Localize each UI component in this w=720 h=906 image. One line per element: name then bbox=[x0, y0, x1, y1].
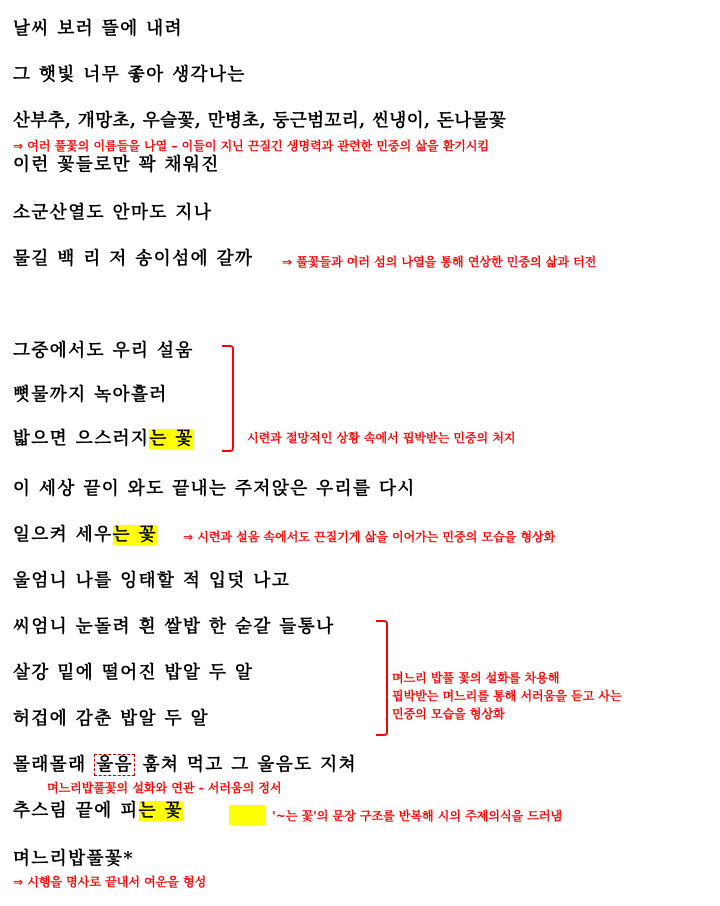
poem-line-18: 며느리밥풀꽃* bbox=[13, 849, 135, 869]
poem-line-1: 날씨 보러 뜰에 내려 bbox=[13, 19, 184, 39]
highlight-flower: 는 꽃 bbox=[112, 525, 158, 545]
poem-line-7: 그중에서도 우리 설움 bbox=[13, 341, 194, 361]
poem-line-13: 씨엄니 눈돌려 흰 쌀밥 한 숟갈 들통나 bbox=[13, 617, 335, 637]
poem-line-16-text-b: 훔쳐 먹고 그 울음도 지쳐 bbox=[135, 755, 358, 775]
poem-line-15: 허겁에 감춘 밥알 두 알 bbox=[13, 709, 210, 729]
annotation-sorrow: 며느리밥풀꽃의 설화와 연관 - 서러움의 정서 bbox=[47, 781, 282, 795]
annotation-repetition: '~는 꽃'의 문장 구조를 반복해 시의 주제의식을 드러냄 bbox=[272, 809, 563, 823]
poem-line-9 bbox=[13, 428, 194, 450]
poem-line-10: 이 세상 끝이 와도 끝내는 주저앉은 우리를 다시 bbox=[13, 479, 416, 499]
poem-line-14: 살강 밑에 떨어진 밥알 두 알 bbox=[13, 663, 254, 683]
poem-line-9-text: 밟으면 으스러지 bbox=[13, 429, 150, 449]
annotation-legend-3: 민중의 모습을 형상화 bbox=[392, 707, 505, 721]
poem-line-2: 그 햇빛 너무 좋아 생각나는 bbox=[13, 65, 246, 85]
annotation-resilience: ⇒ 시련과 설움 속에서도 끈질기게 삶을 이어가는 민중의 모습을 형상화 bbox=[183, 530, 556, 544]
poem-line-6: 물길 백 리 저 송이섬에 갈까 bbox=[13, 249, 254, 269]
annotation-legend-1: 며느리 밥풀 꽃의 설화를 차용해 bbox=[392, 671, 560, 685]
highlight-swatch bbox=[229, 805, 265, 825]
bracket-suffering bbox=[222, 345, 234, 452]
poem-line-17 bbox=[13, 800, 183, 822]
annotation-islands: ⇒ 풀꽃들과 여러 섬의 나열을 통해 연상한 민중의 삶과 터전 bbox=[282, 255, 597, 269]
poem-line-16-text-a: 몰래몰래 bbox=[13, 755, 95, 775]
highlight-flower: 는 꽃 bbox=[138, 801, 184, 821]
poem-line-17-text: 추스림 끝에 피 bbox=[13, 801, 139, 821]
poem-line-5: 소군산열도 안마도 지나 bbox=[13, 203, 213, 223]
annotation-legend-2: 핍박받는 며느리를 통해 서러움을 듣고 사는 bbox=[392, 689, 622, 703]
poem-line-8: 뼛물까지 녹아흘러 bbox=[13, 385, 168, 405]
poem-line-4: 이런 꽃들로만 꽉 채워진 bbox=[13, 155, 220, 175]
poem-line-11 bbox=[13, 524, 157, 546]
annotation-oppressed: 시련과 절망적인 상황 속에서 핍박받는 민중의 처지 bbox=[247, 431, 516, 445]
poem-line-3: 산부추, 개망초, 우슬꽃, 만병초, 둥근범꼬리, 씬냉이, 돈나물꽃 bbox=[13, 111, 507, 131]
bracket-legend bbox=[376, 620, 388, 736]
boxed-word-crying: 울음 bbox=[96, 755, 134, 775]
poem-line-12: 울엄니 나를 잉태할 적 입덧 나고 bbox=[13, 571, 291, 591]
poem-line-16 bbox=[13, 754, 357, 776]
poem-line-11-text: 일으켜 세우 bbox=[13, 525, 113, 545]
annotation-flower-list: ⇒ 여러 풀꽃의 이름들을 나열 – 이들이 지닌 끈질긴 생명력과 관련한 민중의 삶을 환기시킴 bbox=[13, 139, 490, 153]
annotation-ending: ⇒ 시행을 명사로 끝내서 여운을 형성 bbox=[13, 875, 207, 889]
highlight-flower: 는 꽃 bbox=[149, 429, 194, 449]
